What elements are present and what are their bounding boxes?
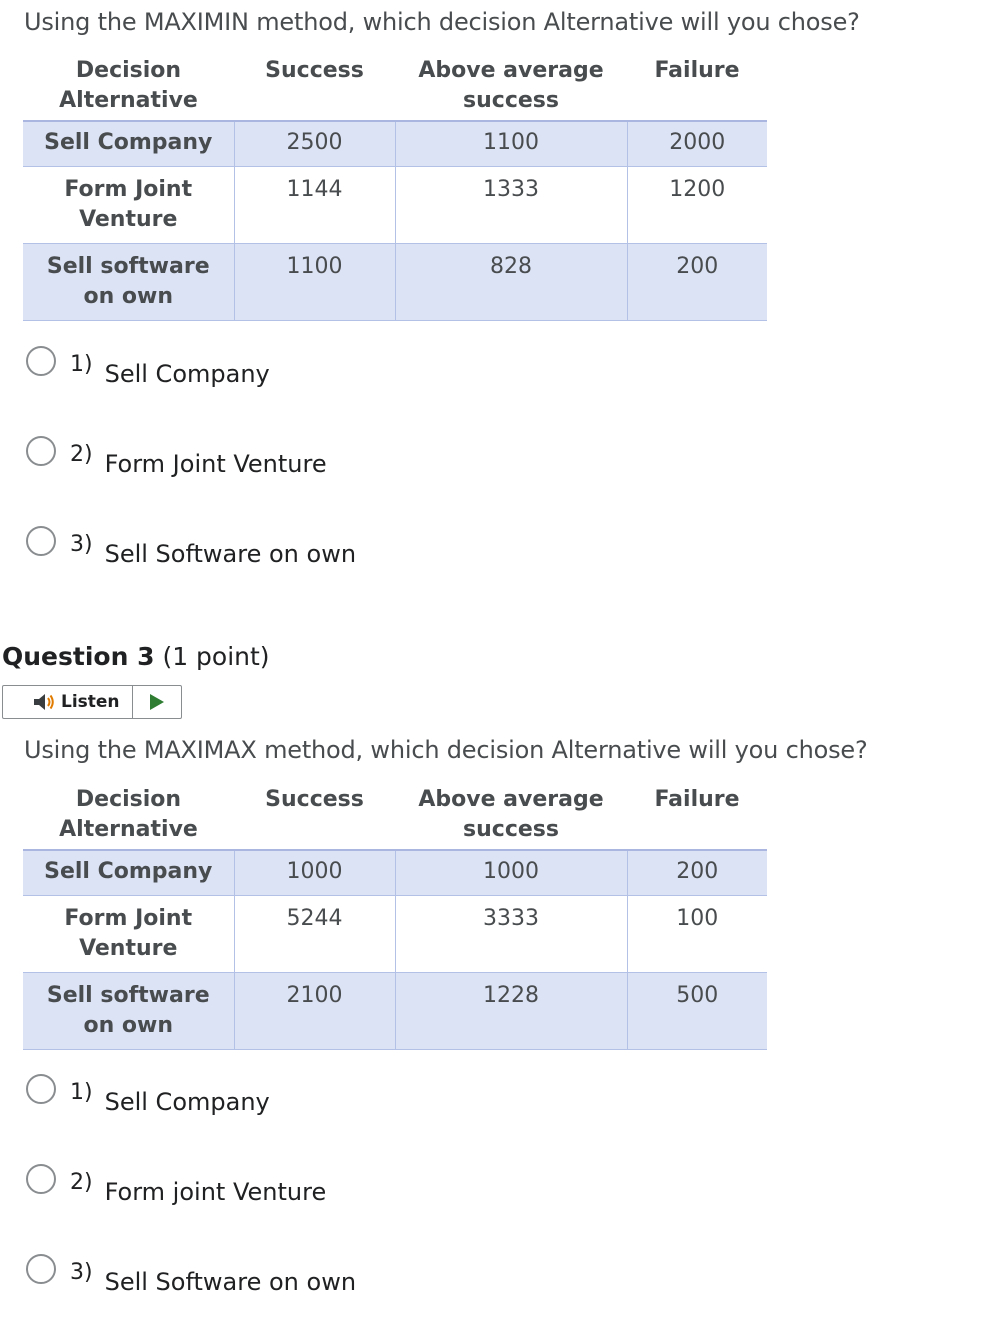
failure-value: 1200 <box>627 167 767 244</box>
failure-value: 100 <box>627 896 767 973</box>
header-decision-alternative: Decision Alternative <box>23 785 234 850</box>
question-2-prompt: Using the MAXIMIN method, which decision Alternative will you chose? <box>24 8 860 36</box>
question-3-heading <box>2 642 270 671</box>
option-label[interactable]: Form joint Venture <box>104 1178 327 1206</box>
question-3-prompt: Using the MAXIMAX method, which decision Alternative will you chose? <box>24 736 868 764</box>
listen-button[interactable] <box>3 686 133 718</box>
option-number: 1) <box>70 352 93 377</box>
table-row <box>23 973 767 1050</box>
option-number: 3) <box>70 1260 93 1285</box>
failure-value: 2000 <box>627 121 767 167</box>
question-points: (1 point) <box>162 642 270 671</box>
alternative-name: Sell Company <box>23 850 234 896</box>
alternative-name: Sell software on own <box>23 244 234 321</box>
q3-option-1[interactable] <box>26 1074 270 1116</box>
table-row <box>23 244 767 321</box>
radio-button[interactable] <box>26 1254 56 1284</box>
option-number: 3) <box>70 532 93 557</box>
option-label[interactable]: Sell Company <box>104 360 270 388</box>
play-icon <box>149 693 165 711</box>
radio-button[interactable] <box>26 1074 56 1104</box>
failure-value: 200 <box>627 850 767 896</box>
listen-control <box>2 685 182 719</box>
table-row <box>23 850 767 896</box>
success-value: 2500 <box>234 121 395 167</box>
success-value: 1144 <box>234 167 395 244</box>
alternative-name: Sell software on own <box>23 973 234 1050</box>
play-button[interactable] <box>133 686 181 718</box>
alternative-name: Sell Company <box>23 121 234 167</box>
header-failure: Failure <box>627 56 767 121</box>
q3-option-3[interactable] <box>26 1254 356 1296</box>
q3-option-2[interactable] <box>26 1164 326 1206</box>
above-average-value: 1333 <box>395 167 627 244</box>
success-value: 1000 <box>234 850 395 896</box>
table-row <box>23 167 767 244</box>
above-average-value: 3333 <box>395 896 627 973</box>
option-label[interactable]: Sell Software on own <box>104 540 357 568</box>
table-row <box>23 896 767 973</box>
listen-label: Listen <box>61 692 120 712</box>
q2-option-3[interactable] <box>26 526 356 568</box>
success-value: 2100 <box>234 973 395 1050</box>
success-value: 1100 <box>234 244 395 321</box>
failure-value: 200 <box>627 244 767 321</box>
question-3-decision-table <box>23 785 767 1050</box>
header-failure: Failure <box>627 785 767 850</box>
header-above-average-success: Above average success <box>395 785 627 850</box>
above-average-value: 1000 <box>395 850 627 896</box>
header-above-average-success: Above average success <box>395 56 627 121</box>
alternative-name: Form Joint Venture <box>23 896 234 973</box>
option-number: 1) <box>70 1080 93 1105</box>
failure-value: 500 <box>627 973 767 1050</box>
option-label[interactable]: Sell Software on own <box>104 1268 357 1296</box>
alternative-name: Form Joint Venture <box>23 167 234 244</box>
option-label[interactable]: Sell Company <box>104 1088 270 1116</box>
radio-button[interactable] <box>26 526 56 556</box>
radio-button[interactable] <box>26 1164 56 1194</box>
header-decision-alternative: Decision Alternative <box>23 56 234 121</box>
success-value: 5244 <box>234 896 395 973</box>
table-row <box>23 121 767 167</box>
option-label[interactable]: Form Joint Venture <box>104 450 327 478</box>
question-2-decision-table <box>23 56 767 321</box>
q2-option-1[interactable] <box>26 346 270 388</box>
header-success: Success <box>234 56 395 121</box>
radio-button[interactable] <box>26 346 56 376</box>
radio-button[interactable] <box>26 436 56 466</box>
option-number: 2) <box>70 442 93 467</box>
q2-option-2[interactable] <box>26 436 327 478</box>
option-number: 2) <box>70 1170 93 1195</box>
above-average-value: 1100 <box>395 121 627 167</box>
speaker-icon <box>33 693 55 711</box>
question-title: Question 3 <box>2 642 155 671</box>
above-average-value: 1228 <box>395 973 627 1050</box>
header-success: Success <box>234 785 395 850</box>
above-average-value: 828 <box>395 244 627 321</box>
